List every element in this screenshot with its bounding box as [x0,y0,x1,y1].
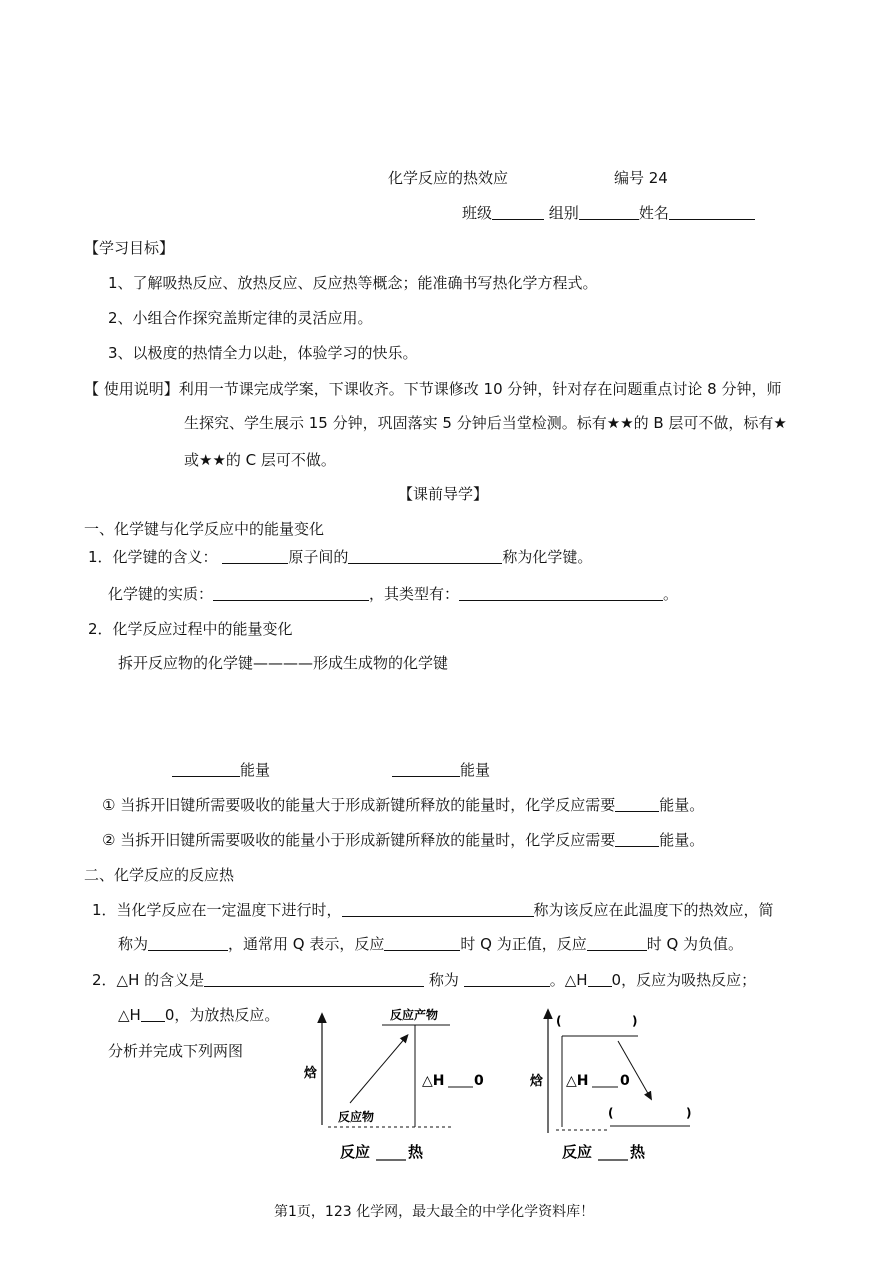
energy-left [172,760,270,780]
s1-q1-line [88,547,592,567]
page-title: 化学反应的热效应 [388,169,509,187]
diagram-endothermic [300,1005,500,1170]
blank-essence[interactable] [213,585,369,601]
blank-dh-name[interactable] [464,971,550,987]
blank-heat-effect[interactable] [342,901,534,917]
blank-atoms[interactable] [222,548,288,564]
blank-positive[interactable] [384,935,460,951]
paren-close-top: ) [632,1014,638,1028]
s1-q1-suffix: 称为化学键。 [502,548,593,566]
enthalpy-label-2: 焓 [530,1074,544,1089]
case-1-text: ① 当拆开旧键所需要吸收的能量大于形成新键所释放的能量时，化学反应需要 [102,796,616,814]
caption-suffix-2: 热 [630,1143,646,1161]
usage-line-3: 或★★的 C 层可不做。 [184,451,336,469]
case-2-text: ② 当拆开旧键所需要吸收的能量小于形成新键所释放的能量时，化学反应需要 [102,831,616,849]
blank-negative[interactable] [587,935,647,951]
caption-prefix-2: 反应 [562,1143,593,1161]
paren-open-top: ( [556,1014,562,1028]
doc-number: 编号 24 [614,169,668,187]
s2-q1-negative: 时 Q 为负值。 [646,935,744,953]
s2-q1-line2 [118,934,743,954]
dh-zero-2: 0 [620,1073,630,1089]
energy-right [392,760,490,780]
s1-q2-line: 拆开反应物的化学键————形成生成物的化学键 [118,654,449,672]
page-footer: 第1页，123 化学网，最大最全的中学化学资料库！ [274,1204,595,1220]
paren-close-bottom: ) [686,1106,692,1120]
blank-dh-endo[interactable] [588,971,612,987]
preview-heading: 【课前导学】 [398,485,489,503]
s2-q1-calledas: 称为 [118,935,149,953]
section2-title: 二、化学反应的反应热 [84,866,235,884]
goal-item-3: 3、以极度的热情全力以赴，体验学习的快乐。 [108,344,418,362]
student-info [462,203,755,223]
group-label: 组别 [548,204,579,222]
analyze-instruction: 分析并完成下列两图 [108,1042,244,1060]
goal-item-1: 1、了解吸热反应、放热反应、反应热等概念；能准确书写热化学方程式。 [108,274,598,292]
enthalpy-label: 焓 [304,1066,318,1081]
dh-label-2: △H [566,1073,589,1089]
caption-suffix: 热 [408,1143,424,1161]
case-1 [102,795,704,815]
goal-item-2: 2、小组合作探究盖斯定律的灵活应用。 [108,309,373,327]
essence-label: 化学键的实质： [108,585,214,603]
s2-q1-mid: 称为该反应在此温度下的热效应，简 [533,901,774,919]
s2-q2-calledas: 称为 [428,971,459,989]
blank-dh-meaning[interactable] [204,971,424,987]
usage-paragraph [84,379,782,399]
class-blank[interactable] [492,204,544,220]
usage-line-2: 生探究、学生展示 15 分钟，巩固落实 5 分钟后当堂检测。标有★★的 B 层可不做，标有★ [184,414,787,432]
reactant-label: 反应物 [338,1110,375,1124]
s2-q1-line1 [92,900,774,920]
diagram-exothermic [526,1005,706,1170]
product-label: 反应产物 [390,1008,439,1022]
s2-q2-dh-2: △H [118,1006,141,1024]
s2-q1-positive: 时 Q 为正值，反应 [460,935,587,953]
types-label: ，其类型有： [369,585,460,603]
s1-q1-prefix: 1．化学键的含义： [88,548,218,566]
reaction-arrow [350,1037,406,1103]
s2-q2-endo: 0，反应为吸热反应； [611,971,757,989]
period: 。 [663,585,679,603]
s1-q1-essence-line [108,584,678,604]
blank-types[interactable] [459,585,663,601]
section1-title: 一、化学键与化学反应中的能量变化 [84,520,325,538]
dh-zero: 0 [474,1073,484,1089]
energy-label-right: 能量 [460,761,491,779]
paren-open-bottom: ( [608,1106,614,1120]
group-blank[interactable] [579,204,639,220]
blank-energy-left[interactable] [172,761,240,777]
case-2-end: 能量。 [659,831,705,849]
caption-prefix: 反应 [340,1143,371,1161]
s1-q1-mid: 原子间的 [288,548,349,566]
s2-q2-line2 [118,1005,279,1025]
blank-dh-exo[interactable] [141,1006,165,1022]
class-label: 班级 [462,204,493,222]
blank-case-2[interactable] [615,831,659,847]
case-2 [102,830,704,850]
case-1-end: 能量。 [659,796,705,814]
energy-label-left: 能量 [240,761,271,779]
s2-q2-exo: 0，为放热反应。 [164,1006,280,1024]
usage-heading: 【 使用说明】 [84,380,179,398]
s2-q1-q-label: ，通常用 Q 表示，反应 [228,935,385,953]
goals-heading: 【学习目标】 [84,239,175,257]
s2-q2-prefix: 2．△H 的含义是 [92,971,205,989]
s2-q2-line1 [92,970,756,990]
blank-energy-right[interactable] [392,761,460,777]
usage-line-1: 利用一节课完成学案，下课收齐。下节课修改 10 分钟，针对存在问题重点讨论 8 分钟，师 [178,380,782,398]
s1-q2: 2．化学反应过程中的能量变化 [88,620,293,638]
blank-case-1[interactable] [615,796,659,812]
blank-short-name[interactable] [148,935,228,951]
dh-label: △H [422,1073,445,1089]
s2-q1-prefix: 1．当化学反应在一定温度下进行时， [92,901,342,919]
name-label: 姓名 [638,204,669,222]
blank-interaction[interactable] [348,548,502,564]
name-blank[interactable] [669,204,755,220]
s2-q2-dh: 。△H [549,971,588,989]
